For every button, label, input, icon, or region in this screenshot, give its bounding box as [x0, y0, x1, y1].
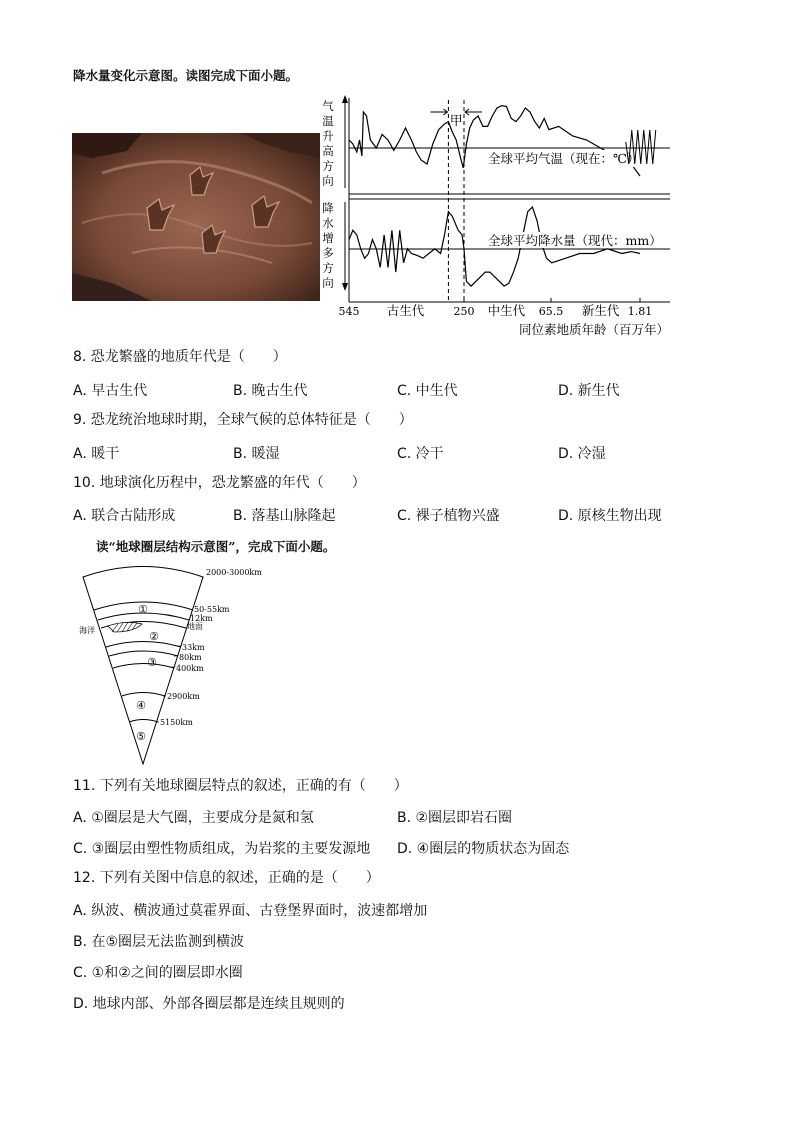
q10-option-a[interactable]: A. 联合古陆形成: [73, 508, 176, 524]
layer-2-label: ②: [149, 630, 159, 643]
x-tick-label: 新生代: [581, 303, 620, 318]
temperature-reference-label: 全球平均气温（现在：℃）: [488, 151, 640, 166]
axis-label-char: 方: [322, 261, 334, 275]
axis-label-char: 温: [322, 114, 334, 128]
q11-option-b[interactable]: B. ②圈层即岩石圈: [397, 810, 513, 826]
x-axis-title: 同位素地质年龄（百万年）: [519, 322, 670, 337]
q11-option-c[interactable]: C. ③圈层由塑性物质组成，为岩浆的主要发源地: [73, 841, 371, 857]
intro-text-1: 降水量变化示意图。读图完成下面小题。: [73, 68, 299, 83]
depth-label-ground: 地面: [187, 622, 203, 631]
bracket-right-arrow-icon: [465, 109, 482, 115]
axis-label-char: 高: [322, 144, 334, 158]
bracket-left-arrow-icon: [430, 109, 447, 115]
arc-5150km: [129, 720, 158, 723]
depth-label-2900km: 2900km: [167, 692, 200, 701]
q8-option-a[interactable]: A. 早古生代: [73, 383, 148, 399]
question-9-stem: 9. 恐龙统治地球时期，全球气候的总体特征是（ ）: [73, 412, 413, 428]
q12-option-d[interactable]: D. 地球内部、外部各圈层都是连续且规则的: [73, 996, 345, 1012]
depth-label-12km: 12km: [190, 614, 213, 623]
chart-svg: [318, 92, 680, 344]
intro-text-2: 读“地球圈层结构示意图”，完成下面小题。: [96, 539, 336, 554]
layer-4-label: ④: [136, 699, 146, 712]
ocean-label: 海洋: [79, 626, 95, 635]
axis-label-char: 向: [322, 174, 334, 188]
temperature-axis-label: [322, 99, 334, 188]
depth-label-50km: 50-55km: [194, 605, 230, 614]
q11-option-a[interactable]: A. ①圈层是大气圈，主要成分是氮和氢: [73, 810, 314, 826]
precipitation-reference-label: 全球平均降水量（现代：mm）: [488, 233, 662, 248]
q9-option-c[interactable]: C. 冷干: [397, 446, 444, 462]
question-10-stem: 10. 地球演化历程中，恐龙繁盛的年代（ ）: [73, 475, 366, 491]
q9-option-a[interactable]: A. 暖干: [73, 446, 120, 462]
x-tick-label: 中生代: [487, 303, 526, 318]
depth-label-400km: 400km: [176, 664, 204, 673]
x-tick-label: 250: [453, 305, 475, 318]
depth-label-5150km: 5150km: [160, 718, 193, 727]
arc-2900km: [122, 693, 165, 697]
q10-option-c[interactable]: C. 裸子植物兴盛: [397, 508, 500, 524]
x-tick-label: 65.5: [538, 305, 564, 318]
paleoclimate-chart: [318, 92, 680, 344]
q10-option-d[interactable]: D. 原核生物出现: [558, 508, 662, 524]
q12-option-b[interactable]: B. 在⑤圈层无法监测到横波: [73, 934, 245, 950]
q12-option-c[interactable]: C. ①和②之间的圈层即水圈: [73, 965, 243, 981]
q12-option-a[interactable]: A. 纵波、横波通过莫霍界面、古登堡界面时，波速都增加: [73, 903, 428, 919]
arc-80km: [109, 651, 178, 656]
q10-option-b[interactable]: B. 落基山脉隆起: [233, 508, 336, 524]
q9-option-d[interactable]: D. 冷湿: [558, 446, 606, 462]
jia-label: 甲: [449, 114, 463, 129]
q8-option-c[interactable]: C. 中生代: [397, 383, 458, 399]
axis-label-char: 方: [322, 159, 334, 173]
x-tick-label: 古生代: [386, 303, 425, 318]
precipitation-axis-label: [322, 201, 334, 290]
axis-label-char: 升: [322, 129, 334, 143]
arc-33km: [106, 642, 181, 648]
axis-label-char: 向: [322, 276, 334, 290]
q8-option-d[interactable]: D. 新生代: [558, 383, 620, 399]
precipitation-axis-arrow-icon: [342, 283, 348, 291]
temperature-axis-arrow-icon: [342, 95, 348, 103]
depth-label-80km: 80km: [179, 653, 202, 662]
axis-label-char: 多: [322, 246, 334, 260]
dinosaur-footprint-photo: [72, 133, 320, 301]
arc-400km: [113, 664, 174, 669]
x-axis-ticks: [339, 298, 653, 318]
depth-label-33km: 33km: [182, 643, 205, 652]
x-tick-label: 1.81: [627, 305, 653, 318]
question-11-stem: 11. 下列有关地球圈层特点的叙述，正确的有（ ）: [73, 778, 408, 794]
earth-layers-diagram: [70, 562, 270, 770]
layer-1-label: ①: [138, 603, 148, 616]
axis-label-char: 水: [322, 216, 334, 230]
question-12-stem: 12. 下列有关图中信息的叙述，正确的是（ ）: [73, 870, 380, 886]
depth-label-top: 2000-3000km: [206, 568, 262, 577]
x-tick-label: 545: [338, 305, 360, 318]
layer-3-label: ③: [147, 656, 157, 669]
q11-option-d[interactable]: D. ④圈层的物质状态为固态: [397, 841, 570, 857]
axis-label-char: 降: [322, 201, 334, 215]
q8-option-b[interactable]: B. 晚古生代: [233, 383, 308, 399]
q9-option-b[interactable]: B. 暖湿: [233, 446, 280, 462]
axis-label-char: 增: [322, 231, 334, 245]
question-8-stem: 8. 恐龙繁盛的地质年代是（ ）: [73, 349, 287, 365]
axis-label-char: 气: [322, 99, 334, 113]
layer-5-label: ⑤: [136, 730, 146, 743]
